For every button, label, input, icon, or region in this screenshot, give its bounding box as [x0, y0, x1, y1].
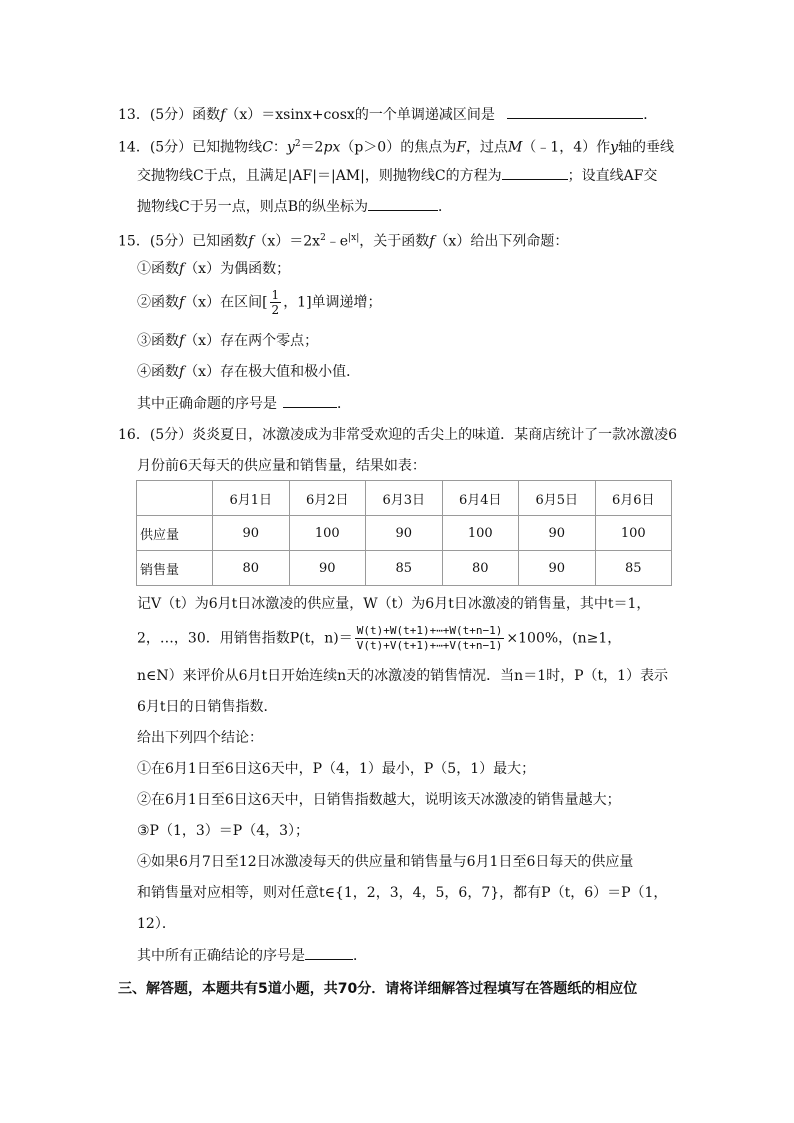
proposition-1: ①函数f（x）为偶函数； — [137, 261, 291, 277]
conclusion-4-line-3: 12）． — [137, 916, 176, 932]
answer-blank[interactable] — [502, 165, 568, 180]
table-row: 销售量 80 90 85 80 90 85 — [137, 551, 672, 586]
table-header-row: 6月1日 6月2日 6月3日 6月4日 6月5日 6月6日 — [137, 481, 672, 516]
question-15: 15．(5分）已知函数$f(x)=2x^2﹣e^{|x|}$，关于函数f（x）给出下列命题： — [118, 233, 569, 250]
definition-line-4: 6月t日的日销售指数． — [137, 699, 278, 715]
conclusions-intro: 给出下列四个结论： — [137, 730, 263, 746]
question-13: 13．(5分）函数f（x）＝xsinx+cosx的一个单调递减区间是 ． — [118, 104, 657, 125]
question-14-line-3: 抛物线C于另一点，则点B的纵坐标为 ． — [137, 196, 452, 217]
question-16-line-1: 16．(5分）炎炎夏日，冰激凌成为非常受欢迎的舌尖上的味道．某商店统计了一款冰激凌6 — [118, 427, 678, 443]
definition-line-1: 记V（t）为6月t日冰激凌的供应量，W（t）为6月t日冰激凌的销售量，其中t＝1， — [137, 596, 651, 612]
definition-line-3: n∈N）来评价从6月t日开始连续n天的冰激凌的销售情况．当n＝1时，P（t，1）表示 — [137, 668, 669, 684]
question-14-line-2: 交抛物线C于点，且满足|AF|＝|AM|，则抛物线C的方程为 ；设直线AF交 — [137, 165, 657, 186]
sales-table — [136, 480, 672, 586]
question-16-line-2: 月份前6天每天的供应量和销售量，结果如表： — [137, 458, 426, 474]
conclusion-3: ③P（1，3）＝P（4，3）； — [137, 823, 310, 839]
table-row: 供应量 90 100 90 100 90 100 — [137, 516, 672, 551]
proposition-2: ②函数f（x）在区间[ $\frac{1}{2}$ ，1]单调递增； — [137, 288, 382, 317]
conclusion-4-line-1: ④如果6月7日至12日冰激凌每天的供应量和销售量与6月1日至6日每天的供应量 — [137, 854, 634, 870]
section-3-heading: 三、解答题，本题共有5道小题，共70分．请将详细解答过程填写在答题纸的相应位 — [118, 981, 638, 997]
proposition-4: ④函数f（x）存在极大值和极小值． — [137, 364, 361, 380]
question-16-prompt: 其中所有正确结论的序号是 ． — [137, 945, 367, 966]
conclusion-4-line-2: 和销售量对应相等，则对任意t∈{1，2，3，4，5，6，7}，都有P（t，6）＝P（1， — [137, 885, 668, 901]
answer-blank[interactable] — [305, 945, 353, 960]
definition-line-2: 2，…，30．用销售指数P(t，n)＝ $\frac{W(t)+W(t+1)+\cdots+W(t+n-1)}{V(t)+V(t+1)+\cdots+V(t+n-1)}$ ×100%，(n≥1， — [137, 624, 622, 652]
fraction: $\frac{1}{2}$ — [271, 288, 280, 317]
conclusion-2: ②在6月1日至6日这6天中，日销售指数越大，说明该天冰激凌的销售量越大； — [137, 792, 621, 808]
answer-blank[interactable] — [507, 104, 643, 119]
question-15-prompt: 其中正确命题的序号是 ． — [137, 393, 351, 414]
sales-index-fraction: $\frac{W(t)+W(t+1)+\cdots+W(t+n-1)}{V(t)+V(t+1)+\cdots+V(t+n-1)}$ — [356, 624, 503, 652]
answer-blank[interactable] — [368, 196, 438, 211]
proposition-3: ③函数f（x）存在两个零点； — [137, 333, 319, 349]
conclusion-1: ①在6月1日至6日这6天中，P（4，1）最小，P（5，1）最大； — [137, 761, 536, 777]
answer-blank[interactable] — [283, 393, 337, 408]
question-14-line-1: 14．(5分）已知抛物线C：$y^2=2px(p>0)$的焦点为F，过点M（﹣1，4）作y轴的垂线 — [118, 139, 675, 156]
